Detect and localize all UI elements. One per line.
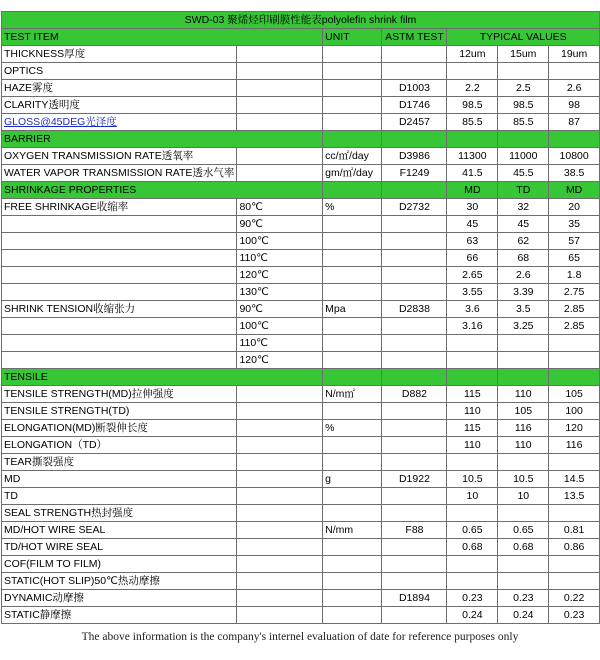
astm-cell (382, 420, 447, 437)
astm-cell (382, 250, 447, 267)
table-row (2, 301, 600, 318)
value-cell: 0.23 (549, 607, 600, 624)
table-row (2, 556, 600, 573)
condition-cell (237, 420, 323, 437)
value-cell: 0.86 (549, 539, 600, 556)
table-row (2, 505, 600, 522)
unit-cell (323, 267, 382, 284)
value-cell: 41.5 (447, 165, 498, 182)
value-cell: 45 (447, 216, 498, 233)
condition-cell (237, 437, 323, 454)
value-cell: 45.5 (498, 165, 549, 182)
astm-cell (382, 573, 447, 590)
unit-cell: g (323, 471, 382, 488)
test-item-label: CLARITY透明度 (2, 97, 237, 114)
test-item-label: STATIC(HOT SLIP)50℃热动摩擦 (2, 573, 237, 590)
value-cell: 2.85 (549, 318, 600, 335)
value-cell: 3.6 (447, 301, 498, 318)
test-item-label (2, 267, 237, 284)
value-cell: 0.23 (447, 590, 498, 607)
astm-cell: D2838 (382, 301, 447, 318)
table-row (2, 437, 600, 454)
test-item-label (2, 284, 237, 301)
value-cell: 0.65 (498, 522, 549, 539)
unit-cell: % (323, 199, 382, 216)
condition-cell: 100℃ (237, 318, 323, 335)
condition-cell (237, 80, 323, 97)
astm-cell (382, 46, 447, 63)
value-cell: 14.5 (549, 471, 600, 488)
value-cell (447, 352, 498, 369)
unit-cell (323, 80, 382, 97)
value-cell: 3.25 (498, 318, 549, 335)
value-cell (498, 454, 549, 471)
astm-cell (382, 131, 447, 148)
test-item-label: WATER VAPOR TRANSMISSION RATE透水气率 (2, 165, 237, 182)
value-cell: 110 (447, 437, 498, 454)
test-item-label (2, 318, 237, 335)
astm-cell: D1894 (382, 590, 447, 607)
value-cell: 0.22 (549, 590, 600, 607)
condition-cell: 90℃ (237, 216, 323, 233)
value-cell (447, 335, 498, 352)
value-cell: 13.5 (549, 488, 600, 505)
value-cell (447, 505, 498, 522)
condition-cell (237, 539, 323, 556)
test-item-label: STATIC静摩擦 (2, 607, 237, 624)
astm-cell (382, 403, 447, 420)
table-row (2, 165, 600, 182)
astm-cell: D1003 (382, 80, 447, 97)
condition-cell (237, 165, 323, 182)
value-cell: 62 (498, 233, 549, 250)
table-row (2, 148, 600, 165)
unit-cell: N/mm (323, 522, 382, 539)
unit-cell (323, 318, 382, 335)
condition-cell (237, 556, 323, 573)
value-cell: 116 (549, 437, 600, 454)
table-row (2, 471, 600, 488)
value-cell: 87 (549, 114, 600, 131)
value-cell: 120 (549, 420, 600, 437)
unit-cell (323, 369, 382, 386)
astm-cell (382, 284, 447, 301)
value-cell: 0.23 (498, 590, 549, 607)
table-row (2, 352, 600, 369)
astm-cell: D3986 (382, 148, 447, 165)
direction-cell: MD (549, 182, 600, 199)
unit-cell: N/m㎡ (323, 386, 382, 403)
table-row (2, 522, 600, 539)
condition-cell (237, 403, 323, 420)
value-cell: 0.81 (549, 522, 600, 539)
test-item-label (2, 216, 237, 233)
value-cell: 110 (447, 403, 498, 420)
test-item-label: OPTICS (2, 63, 237, 80)
value-cell: 0.24 (447, 607, 498, 624)
header-typical-values: TYPICAL VALUES (447, 29, 600, 46)
value-cell: 115 (447, 386, 498, 403)
value-cell: 1.8 (549, 267, 600, 284)
condition-cell (237, 46, 323, 63)
value-cell: 10.5 (447, 471, 498, 488)
unit-cell (323, 454, 382, 471)
unit-cell (323, 97, 382, 114)
condition-cell: 120℃ (237, 267, 323, 284)
value-cell: 3.5 (498, 301, 549, 318)
astm-cell: D1746 (382, 97, 447, 114)
value-cell (549, 352, 600, 369)
unit-cell (323, 284, 382, 301)
astm-cell (382, 352, 447, 369)
direction-cell: TD (498, 182, 549, 199)
condition-cell (237, 522, 323, 539)
value-cell: 10800 (549, 148, 600, 165)
value-cell (447, 63, 498, 80)
value-cell: 0.68 (498, 539, 549, 556)
value-cell: 110 (498, 386, 549, 403)
condition-cell (237, 505, 323, 522)
value-cell (447, 454, 498, 471)
direction-cell (549, 369, 600, 386)
astm-cell: F88 (382, 522, 447, 539)
condition-cell: 120℃ (237, 352, 323, 369)
unit-cell (323, 250, 382, 267)
test-item-label: MD/HOT WIRE SEAL (2, 522, 237, 539)
table-row (2, 454, 600, 471)
unit-cell: cc/㎡/day (323, 148, 382, 165)
test-item-label: TENSILE STRENGTH(TD) (2, 403, 237, 420)
unit-cell (323, 590, 382, 607)
table-row (2, 63, 600, 80)
condition-cell (237, 386, 323, 403)
astm-cell (382, 63, 447, 80)
value-cell: 2.65 (447, 267, 498, 284)
value-cell: 2.85 (549, 301, 600, 318)
table-row (2, 284, 600, 301)
value-cell (549, 335, 600, 352)
value-cell: 15um (498, 46, 549, 63)
value-cell: 30 (447, 199, 498, 216)
astm-cell (382, 607, 447, 624)
value-cell: 45 (498, 216, 549, 233)
value-cell: 85.5 (498, 114, 549, 131)
astm-cell (382, 318, 447, 335)
value-cell: 11000 (498, 148, 549, 165)
test-item-label: SHRINK TENSION收缩张力 (2, 301, 237, 318)
unit-cell (323, 556, 382, 573)
astm-cell (382, 216, 447, 233)
unit-cell (323, 539, 382, 556)
value-cell (549, 454, 600, 471)
test-item-label (2, 352, 237, 369)
direction-cell: MD (447, 182, 498, 199)
value-cell: 98.5 (447, 97, 498, 114)
table-row (2, 420, 600, 437)
value-cell (549, 505, 600, 522)
unit-cell (323, 437, 382, 454)
value-cell: 0.65 (447, 522, 498, 539)
value-cell: 0.24 (498, 607, 549, 624)
table-row (2, 335, 600, 352)
value-cell: 0.68 (447, 539, 498, 556)
astm-cell (382, 505, 447, 522)
test-item-label (2, 335, 237, 352)
value-cell: 2.75 (549, 284, 600, 301)
test-item-label: TENSILE STRENGTH(MD)拉伸强度 (2, 386, 237, 403)
value-cell: 115 (447, 420, 498, 437)
condition-cell: 100℃ (237, 233, 323, 250)
unit-cell (323, 573, 382, 590)
value-cell (549, 63, 600, 80)
value-cell: 3.39 (498, 284, 549, 301)
table-row (2, 590, 600, 607)
test-item-label: DYNAMIC动摩擦 (2, 590, 237, 607)
astm-cell (382, 182, 447, 199)
condition-cell: 130℃ (237, 284, 323, 301)
value-cell: 2.6 (498, 267, 549, 284)
unit-cell (323, 63, 382, 80)
condition-cell (237, 114, 323, 131)
unit-cell (323, 233, 382, 250)
value-cell (498, 63, 549, 80)
value-cell: 3.55 (447, 284, 498, 301)
value-cell: 85.5 (447, 114, 498, 131)
value-cell: 2.6 (549, 80, 600, 97)
value-cell: 10 (447, 488, 498, 505)
table-row (2, 250, 600, 267)
table-row (2, 114, 600, 131)
footer-note: The above information is the company's internel evaluation of date for reference purposes only (81, 631, 519, 643)
table-row (2, 488, 600, 505)
value-cell: 3.16 (447, 318, 498, 335)
test-item-label: ELONGATION（TD） (2, 437, 237, 454)
value-cell: 105 (498, 403, 549, 420)
table-row (2, 46, 600, 63)
condition-cell: 80℃ (237, 199, 323, 216)
condition-cell (237, 454, 323, 471)
astm-cell (382, 539, 447, 556)
value-cell (498, 573, 549, 590)
value-cell (447, 573, 498, 590)
unit-cell (323, 131, 382, 148)
condition-cell (237, 471, 323, 488)
condition-cell (237, 590, 323, 607)
test-item-label: MD (2, 471, 237, 488)
condition-cell (237, 97, 323, 114)
value-cell: 32 (498, 199, 549, 216)
value-cell (549, 556, 600, 573)
unit-cell: % (323, 420, 382, 437)
table-row (2, 539, 600, 556)
direction-cell (498, 369, 549, 386)
astm-cell: D2457 (382, 114, 447, 131)
astm-cell (382, 556, 447, 573)
table-row (2, 607, 600, 624)
value-cell: 110 (498, 437, 549, 454)
header-unit: UNIT (323, 29, 382, 46)
direction-cell (549, 131, 600, 148)
condition-cell (237, 148, 323, 165)
gloss-link-text[interactable]: GLOSS@45DEG光泽度 (4, 116, 117, 128)
astm-cell (382, 454, 447, 471)
gloss-link[interactable] (2, 114, 237, 131)
condition-cell (237, 607, 323, 624)
test-item-label (2, 250, 237, 267)
table-title: SWD-03 聚烯烃印刷膜性能表polyolefin shrink film (2, 12, 600, 29)
value-cell (447, 556, 498, 573)
section-row (2, 182, 600, 199)
astm-cell: D882 (382, 386, 447, 403)
value-cell (498, 352, 549, 369)
condition-cell: 110℃ (237, 335, 323, 352)
value-cell: 38.5 (549, 165, 600, 182)
astm-cell: F1249 (382, 165, 447, 182)
test-item-label: HAZE雾度 (2, 80, 237, 97)
astm-cell (382, 233, 447, 250)
unit-cell (323, 216, 382, 233)
unit-cell (323, 488, 382, 505)
value-cell: 68 (498, 250, 549, 267)
condition-cell: 90℃ (237, 301, 323, 318)
value-cell (498, 556, 549, 573)
value-cell: 2.5 (498, 80, 549, 97)
direction-cell (447, 369, 498, 386)
value-cell: 11300 (447, 148, 498, 165)
value-cell (498, 505, 549, 522)
unit-cell (323, 607, 382, 624)
table-row (2, 386, 600, 403)
test-item-label: TD/HOT WIRE SEAL (2, 539, 237, 556)
test-item-label: THICKNESS厚度 (2, 46, 237, 63)
condition-cell: 110℃ (237, 250, 323, 267)
astm-cell (382, 369, 447, 386)
unit-cell (323, 46, 382, 63)
table-row (2, 216, 600, 233)
value-cell: 35 (549, 216, 600, 233)
header-astm: ASTM TEST (382, 29, 447, 46)
astm-cell (382, 335, 447, 352)
header-row (2, 29, 600, 46)
value-cell: 10.5 (498, 471, 549, 488)
table-row (2, 573, 600, 590)
value-cell: 2.2 (447, 80, 498, 97)
section-label: BARRIER (2, 131, 323, 148)
value-cell: 98.5 (498, 97, 549, 114)
astm-cell: D2732 (382, 199, 447, 216)
astm-cell (382, 437, 447, 454)
value-cell: 20 (549, 199, 600, 216)
value-cell (549, 573, 600, 590)
table-row (2, 267, 600, 284)
value-cell: 116 (498, 420, 549, 437)
value-cell: 57 (549, 233, 600, 250)
section-row (2, 369, 600, 386)
astm-cell (382, 488, 447, 505)
value-cell (498, 335, 549, 352)
unit-cell (323, 352, 382, 369)
unit-cell (323, 403, 382, 420)
unit-cell (323, 182, 382, 199)
value-cell: 100 (549, 403, 600, 420)
condition-cell (237, 63, 323, 80)
value-cell: 98 (549, 97, 600, 114)
astm-cell: D1922 (382, 471, 447, 488)
test-item-label: FREE SHRINKAGE收缩率 (2, 199, 237, 216)
value-cell: 105 (549, 386, 600, 403)
test-item-label: TD (2, 488, 237, 505)
table-row (2, 233, 600, 250)
unit-cell (323, 335, 382, 352)
section-label: TENSILE (2, 369, 323, 386)
direction-cell (498, 131, 549, 148)
value-cell: 10 (498, 488, 549, 505)
table-row (2, 80, 600, 97)
value-cell: 63 (447, 233, 498, 250)
test-item-label: TEAR撕裂强度 (2, 454, 237, 471)
table-row (2, 199, 600, 216)
properties-table (1, 11, 600, 624)
unit-cell: Mpa (323, 301, 382, 318)
test-item-label: COF(FILM TO FILM) (2, 556, 237, 573)
test-item-label: ELONGATION(MD)断裂伸长度 (2, 420, 237, 437)
test-item-label: SEAL STRENGTH热封强度 (2, 505, 237, 522)
table-row (2, 318, 600, 335)
unit-cell (323, 114, 382, 131)
header-test-item: TEST ITEM (2, 29, 323, 46)
value-cell: 65 (549, 250, 600, 267)
title-row (2, 12, 600, 29)
condition-cell (237, 573, 323, 590)
value-cell: 66 (447, 250, 498, 267)
direction-cell (447, 131, 498, 148)
section-label: SHRINKAGE PROPERTIES (2, 182, 323, 199)
astm-cell (382, 267, 447, 284)
table-row (2, 97, 600, 114)
condition-cell (237, 488, 323, 505)
table-row (2, 403, 600, 420)
unit-cell (323, 505, 382, 522)
value-cell: 19um (549, 46, 600, 63)
section-row (2, 131, 600, 148)
test-item-label: OXYGEN TRANSMISSION RATE透氧率 (2, 148, 237, 165)
value-cell: 12um (447, 46, 498, 63)
test-item-label (2, 233, 237, 250)
unit-cell: gm/㎡/day (323, 165, 382, 182)
